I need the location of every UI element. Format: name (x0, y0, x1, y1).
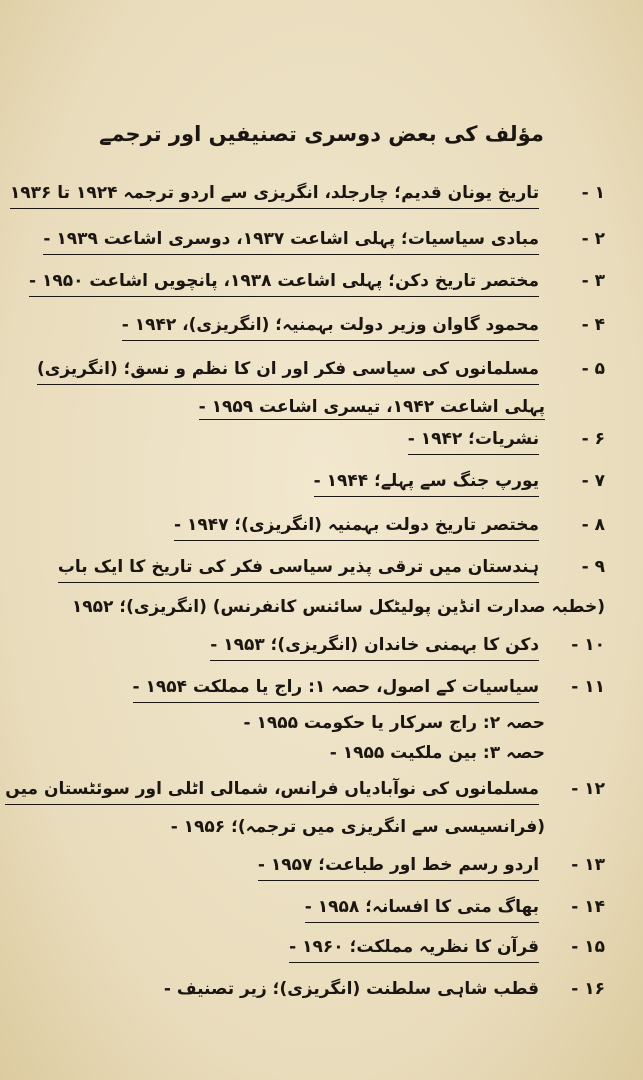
item-text: ہندستان میں ترقی پذیر سیاسی فکر کی تاریخ کا ایک باب (58, 554, 539, 583)
item-number: ۴ - (581, 315, 605, 335)
item-number: ۷ - (581, 471, 605, 491)
item-number: ۱۴ - (571, 897, 605, 917)
item-number: ۱۰ - (571, 635, 605, 655)
item-text: سیاسیات کے اصول، حصہ ۱: راج یا مملکت ۱۹۵۴ - (133, 674, 540, 703)
item-text: مختصر تاریخ دکن؛ پہلی اشاعت ۱۹۳۸، پانچویں اشاعت ۱۹۵۰ - (29, 268, 539, 297)
list-item (5, 894, 605, 923)
item-text: مسلمانوں کی سیاسی فکر اور ان کا نظم و نسق؛ (انگریزی) (37, 356, 539, 385)
list-item (5, 426, 605, 455)
list-item (5, 776, 605, 805)
list-item-continuation (171, 814, 545, 840)
item-number: ۱۱ - (571, 677, 605, 697)
item-text: حصہ ۳: بین ملکیت ۱۹۵۵ - (329, 743, 545, 763)
list-item (5, 632, 605, 661)
list-item-continuation (244, 710, 545, 736)
list-item (5, 468, 605, 497)
item-number: ۱ - (581, 183, 605, 203)
item-number: ۲ - (581, 229, 605, 249)
list-item-continuation (330, 740, 545, 766)
item-text: مختصر تاریخ دولت بہمنیہ (انگریزی)؛ ۱۹۴۷ - (174, 512, 539, 541)
item-text: دکن کا بہمنی خاندان (انگریزی)؛ ۱۹۵۳ - (210, 632, 539, 661)
list-item (5, 312, 605, 341)
item-text: نشریات؛ ۱۹۴۲ - (408, 426, 539, 455)
page-heading: مؤلف کی بعض دوسری تصنیفیں اور ترجمے (99, 122, 544, 146)
item-text: (فرانسیسی سے انگریزی میں ترجمہ)؛ ۱۹۵۶ - (170, 817, 545, 837)
item-text: تاریخ یونان قدیم؛ چارجلد، انگریزی سے اردو ترجمہ ۱۹۲۴ تا ۱۹۳۶ (10, 180, 539, 209)
item-text: یورپ جنگ سے پہلے؛ ۱۹۴۴ - (314, 468, 539, 497)
list-item (5, 674, 605, 703)
item-number: ۱۳ - (571, 855, 605, 875)
item-text: بھاگ متی کا افسانہ؛ ۱۹۵۸ - (305, 894, 539, 923)
item-text: مبادی سیاسیات؛ پہلی اشاعت ۱۹۳۷، دوسری اشاعت ۱۹۳۹ - (43, 226, 539, 255)
item-number: ۹ - (581, 557, 605, 577)
item-number: ۸ - (581, 515, 605, 535)
list-item (5, 226, 605, 255)
item-text: حصہ ۲: راج سرکار یا حکومت ۱۹۵۵ - (243, 713, 545, 733)
list-item-continuation (72, 594, 605, 620)
list-item (5, 180, 605, 209)
item-number: ۳ - (581, 271, 605, 291)
list-item (5, 554, 605, 583)
list-item (5, 934, 605, 963)
item-text: محمود گاوان وزیر دولت بہمنیہ؛ (انگریزی)، ۱۹۴۲ - (122, 312, 539, 341)
item-text: قطب شاہی سلطنت (انگریزی)؛ زیر تصنیف - (163, 979, 540, 999)
item-number: ۱۶ - (571, 979, 605, 999)
list-item (5, 268, 605, 297)
item-text: مسلمانوں کی نوآبادیاں فرانس، شمالی اٹلی اور سوئٹستان میں (5, 776, 539, 805)
list-item-continuation (199, 394, 545, 420)
item-number: ۱۲ - (571, 779, 605, 799)
list-item (5, 852, 605, 881)
item-number: ۶ - (581, 429, 605, 449)
item-text: پہلی اشاعت ۱۹۴۲، تیسری اشاعت ۱۹۵۹ - (199, 397, 545, 420)
item-text: (خطبہ صدارت انڈین پولیٹکل سائنس کانفرنس) (انگریزی)؛ ۱۹۵۲ (71, 597, 605, 617)
item-text: قرآن کا نظریہ مملکت؛ ۱۹۶۰ - (289, 934, 539, 963)
item-number: ۵ - (581, 359, 605, 379)
list-item (5, 356, 605, 385)
item-text: اردو رسم خط اور طباعت؛ ۱۹۵۷ - (258, 852, 539, 881)
list-item (5, 976, 605, 1002)
item-number: ۱۵ - (571, 937, 605, 957)
list-item (5, 512, 605, 541)
